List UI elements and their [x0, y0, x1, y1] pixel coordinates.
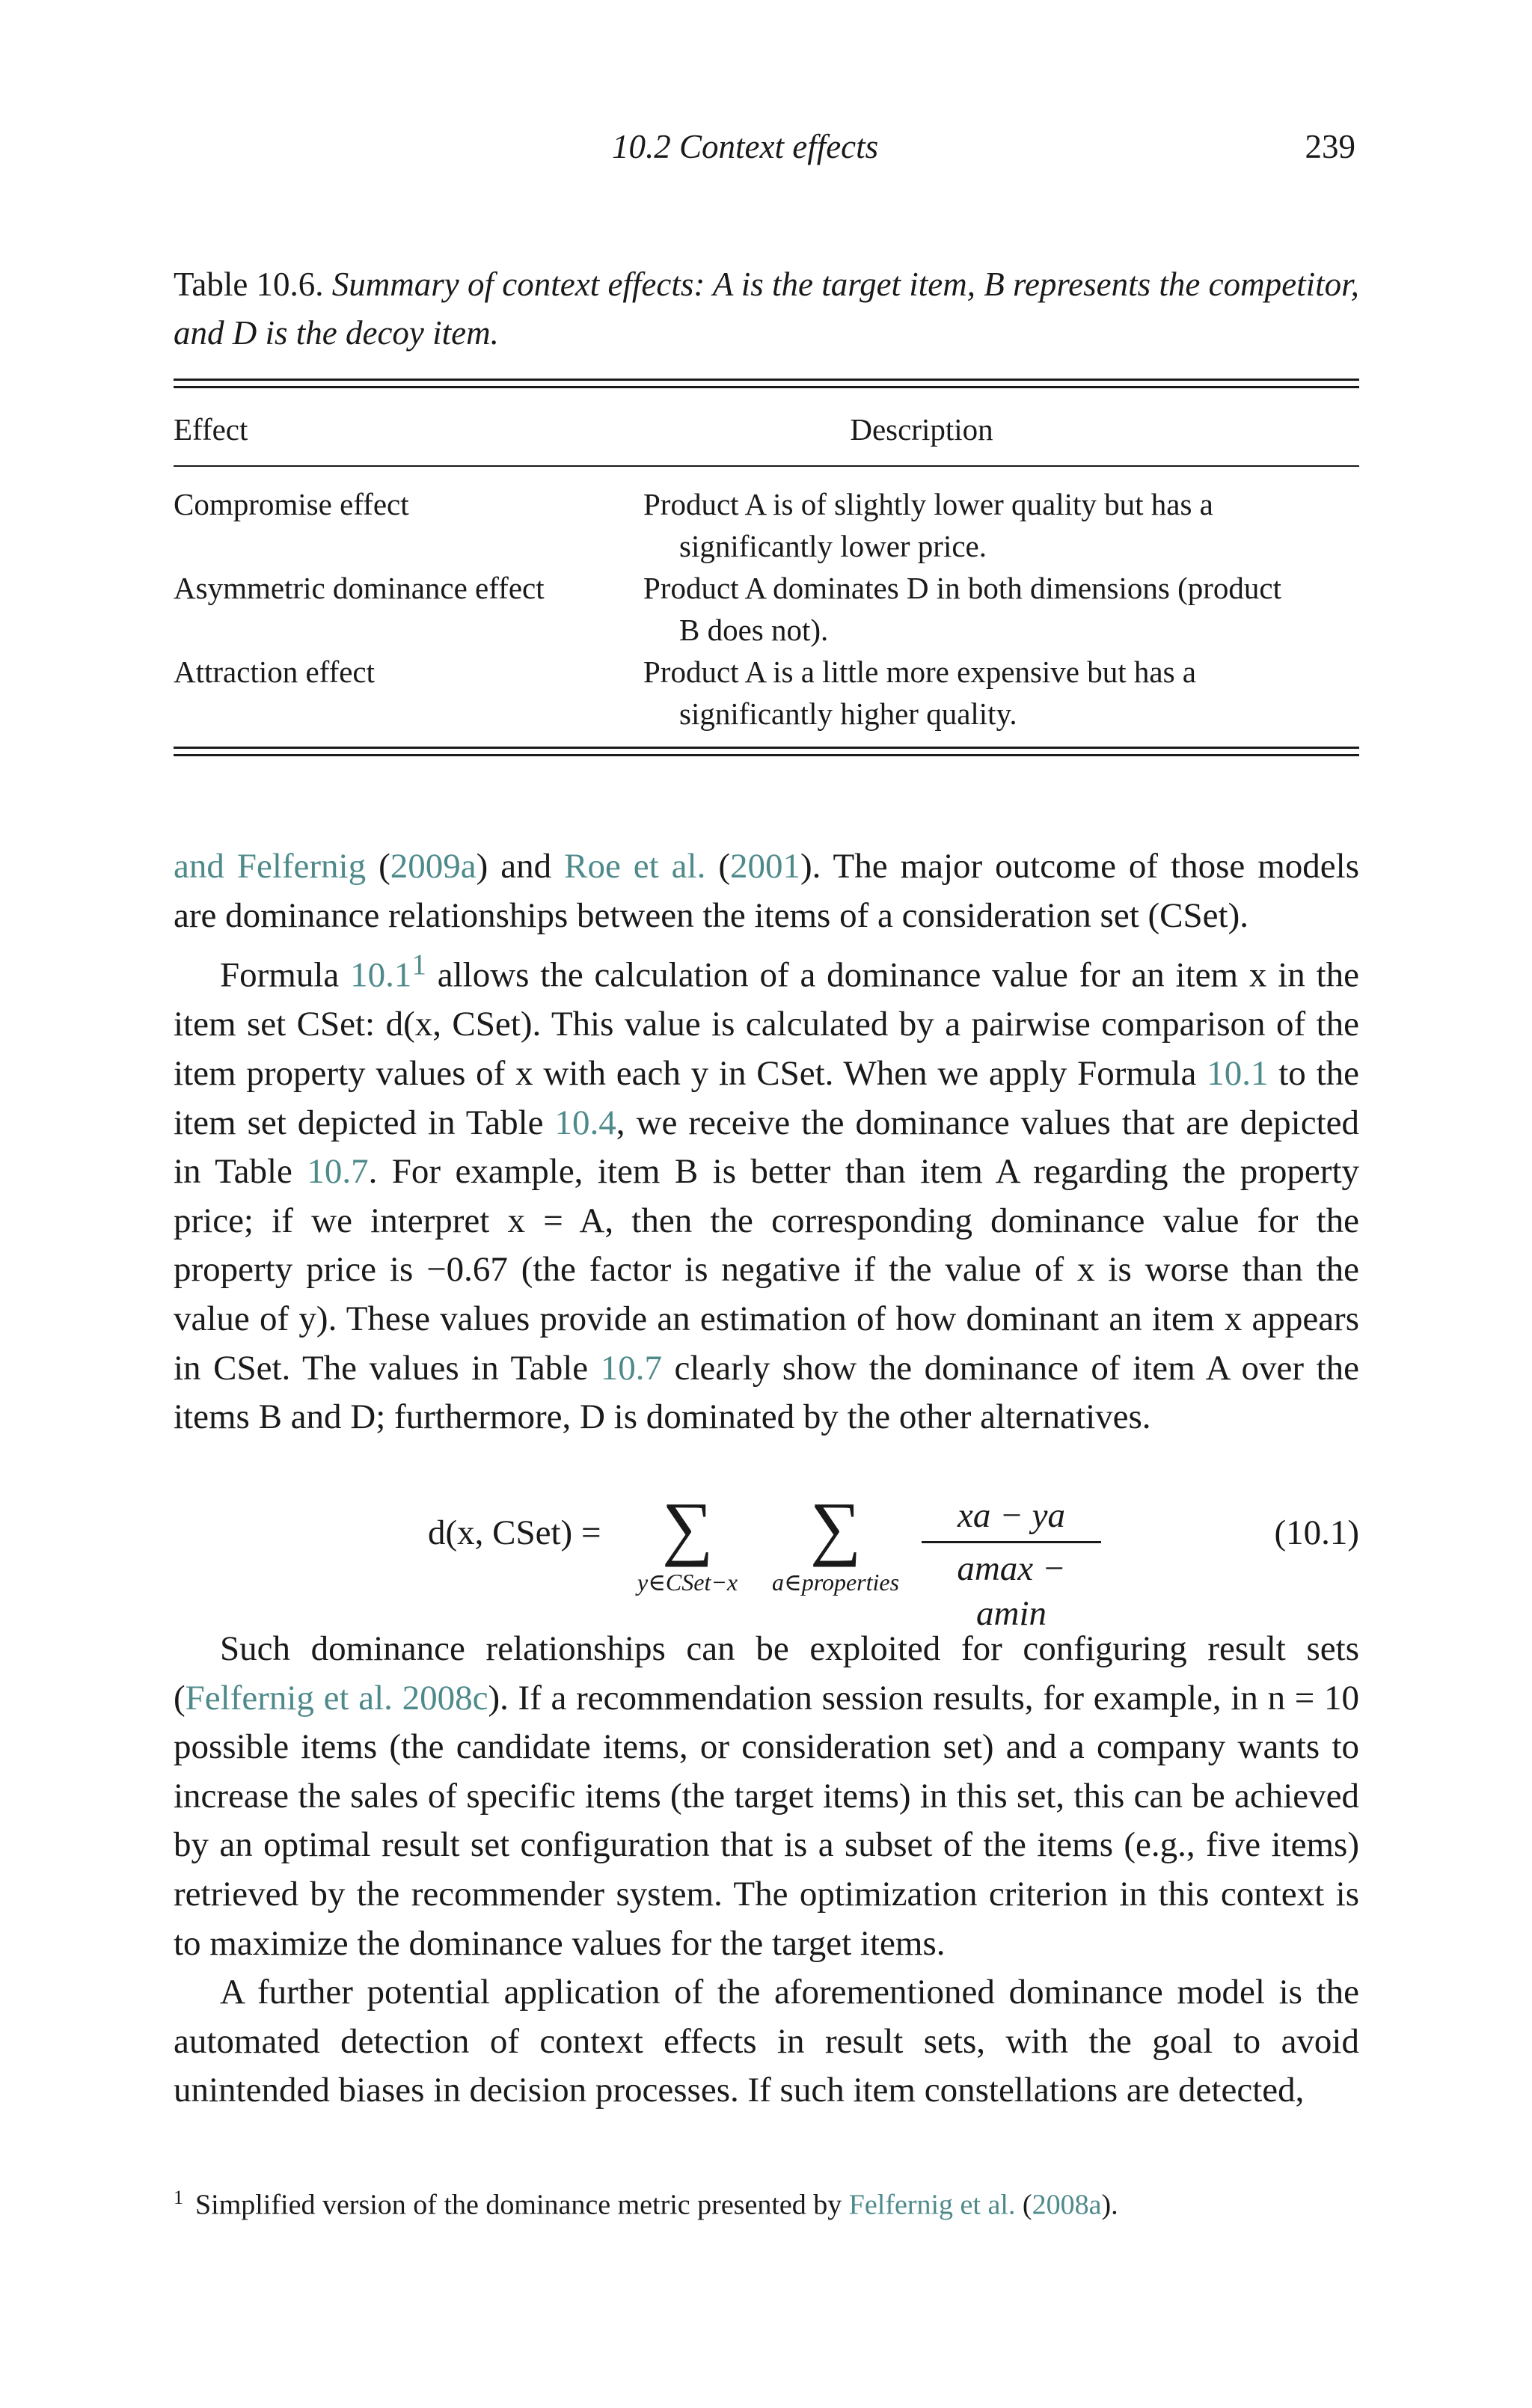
description-cell — [643, 483, 1359, 567]
description-line: significantly higher quality. — [679, 696, 1017, 731]
table-reference-link[interactable]: 10.7 — [600, 1348, 662, 1388]
summation-sign: ∑ — [809, 1487, 862, 1567]
effect-cell: Compromise effect — [174, 487, 409, 521]
paragraph: A further potential application of the aforementioned dominance model is the automated detection of context effects in result sets, with the goal to avoid unintended biases in decision processes. If such item constellations are detected, — [174, 1973, 1359, 2110]
sum-over-properties — [772, 1487, 900, 1596]
table-header-description: Description — [850, 412, 993, 447]
effect-cell: Attraction effect — [174, 655, 376, 689]
table-top-rule-1 — [174, 379, 1359, 381]
text-run: and — [488, 847, 565, 886]
description-cell — [643, 567, 1359, 651]
citation-year-link[interactable]: 2001 — [729, 847, 800, 886]
summation-index: a∈properties — [772, 1569, 900, 1596]
footnote-number: 1 — [174, 2187, 183, 2208]
text-run: to the item set depicted in Table — [174, 1054, 1360, 1142]
sum-over-items — [637, 1487, 738, 1596]
effect-cell: Asymmetric dominance effect — [174, 571, 545, 605]
page-number: 239 — [1305, 128, 1355, 165]
body-text-upper — [174, 842, 1359, 1442]
section-title: 10.2 Context effects — [612, 128, 879, 165]
text-run: ( — [1015, 2189, 1032, 2221]
table-bottom-rule-1 — [174, 747, 1359, 749]
footnote-marker-link[interactable]: 1 — [411, 949, 426, 981]
equation-number: (10.1) — [1274, 1513, 1359, 1552]
table-caption — [174, 260, 1359, 358]
description-line: significantly lower price. — [679, 529, 987, 563]
description-cell — [643, 651, 1359, 735]
footnote — [174, 2177, 1359, 2226]
text-run: Formula — [220, 955, 351, 995]
citation-link[interactable]: Felfernig et al. 2008c — [185, 1678, 488, 1718]
citation-link[interactable]: Felfernig et al. — [848, 2189, 1016, 2221]
body-text-lower — [174, 1625, 1359, 2116]
description-line: Product A is of slightly lower quality but has a — [643, 487, 1213, 521]
text-run: ). — [1101, 2189, 1118, 2221]
formula-reference-link[interactable]: 10.1 — [350, 955, 412, 995]
description-line: Product A is a little more expensive but has a — [643, 655, 1197, 689]
summation-index: y∈CSet−x — [637, 1569, 738, 1596]
summation-sign: ∑ — [661, 1487, 714, 1567]
text-run: Such dominance relationships can be exploited for configuring result sets ( — [174, 1629, 1359, 1718]
citation-link[interactable]: Roe et al. — [564, 847, 706, 886]
formula-lhs: d(x, CSet) = — [428, 1513, 601, 1552]
text-run: Simplified version of the dominance metric presented by — [195, 2189, 849, 2221]
text-run: ). The major outcome of those models are dominance relationships between the items of a consideration set (CSet). — [174, 847, 1360, 935]
paragraph: and Felfernig (2009a) and Roe et al. (2001). The major outcome of those models are dominance relationships between the items of a consideration set (CSet). — [174, 847, 1360, 935]
citation-year-link[interactable]: 2008a — [1032, 2189, 1102, 2221]
text-run: ). If a recommendation session results, for example, in n = 10 possible items (the candidate items, or consideration set) and a company wants to increase the sales of specific items (the target items) in this set, this can be achieved by an optimal result set configuration that is a subset of the items (e.g., five items) retrieved by the recommender system. The optimization criterion in this context is to maximize the dominance values for the target items. — [174, 1678, 1359, 1963]
paragraph — [174, 940, 1359, 1442]
table-caption-text: Summary of context effects: A is the target item, B represents the competitor, and D is the decoy item. — [174, 266, 1359, 352]
table-header-effect: Effect — [174, 412, 248, 447]
table-reference-link[interactable]: 10.7 — [307, 1152, 369, 1192]
description-line: Product A dominates D in both dimensions (product — [643, 571, 1281, 605]
fraction-bar — [922, 1541, 1101, 1543]
dominance-formula — [174, 1487, 1359, 1633]
table-header-rule — [174, 465, 1359, 467]
table-label: Table 10.6. — [174, 266, 324, 303]
fraction-denominator: amax − amin — [957, 1549, 1066, 1633]
fraction-numerator: xa − ya — [958, 1496, 1065, 1535]
text-run: allows the calculation of a dominance value for an item x in the item set CSet: d(x, CSet). This value is calculated by a pairwise comparison of the item property values of x with each y in CSet. When we apply Formula — [174, 955, 1359, 1094]
table-bottom-rule-2 — [174, 754, 1359, 756]
citation-link[interactable]: and Felfernig — [174, 847, 367, 886]
description-line: B does not). — [679, 613, 829, 647]
table-top-rule-2 — [174, 386, 1359, 388]
paragraph — [174, 1625, 1359, 1968]
citation-year-link[interactable]: 2009a — [390, 847, 477, 886]
text-run: . For example, item B is better than item A regarding the property price; if we interpret x = A, then the corresponding dominance value for the property price is −0.67 (the factor is negative if the value of x is worse than the value of y). These values provide an estimation of how dominant an item x appears in CSet. The values in Table — [174, 1152, 1359, 1388]
text-run: , we receive the dominance values that are depicted in Table — [174, 1103, 1359, 1192]
formula-reference-link[interactable]: 10.1 — [1207, 1054, 1269, 1094]
text-run: clearly show the dominance of item A over the items B and D; furthermore, D is dominated by the other alternatives. — [174, 1348, 1359, 1437]
formula-fraction — [922, 1493, 1101, 1636]
table-reference-link[interactable]: 10.4 — [554, 1103, 616, 1142]
